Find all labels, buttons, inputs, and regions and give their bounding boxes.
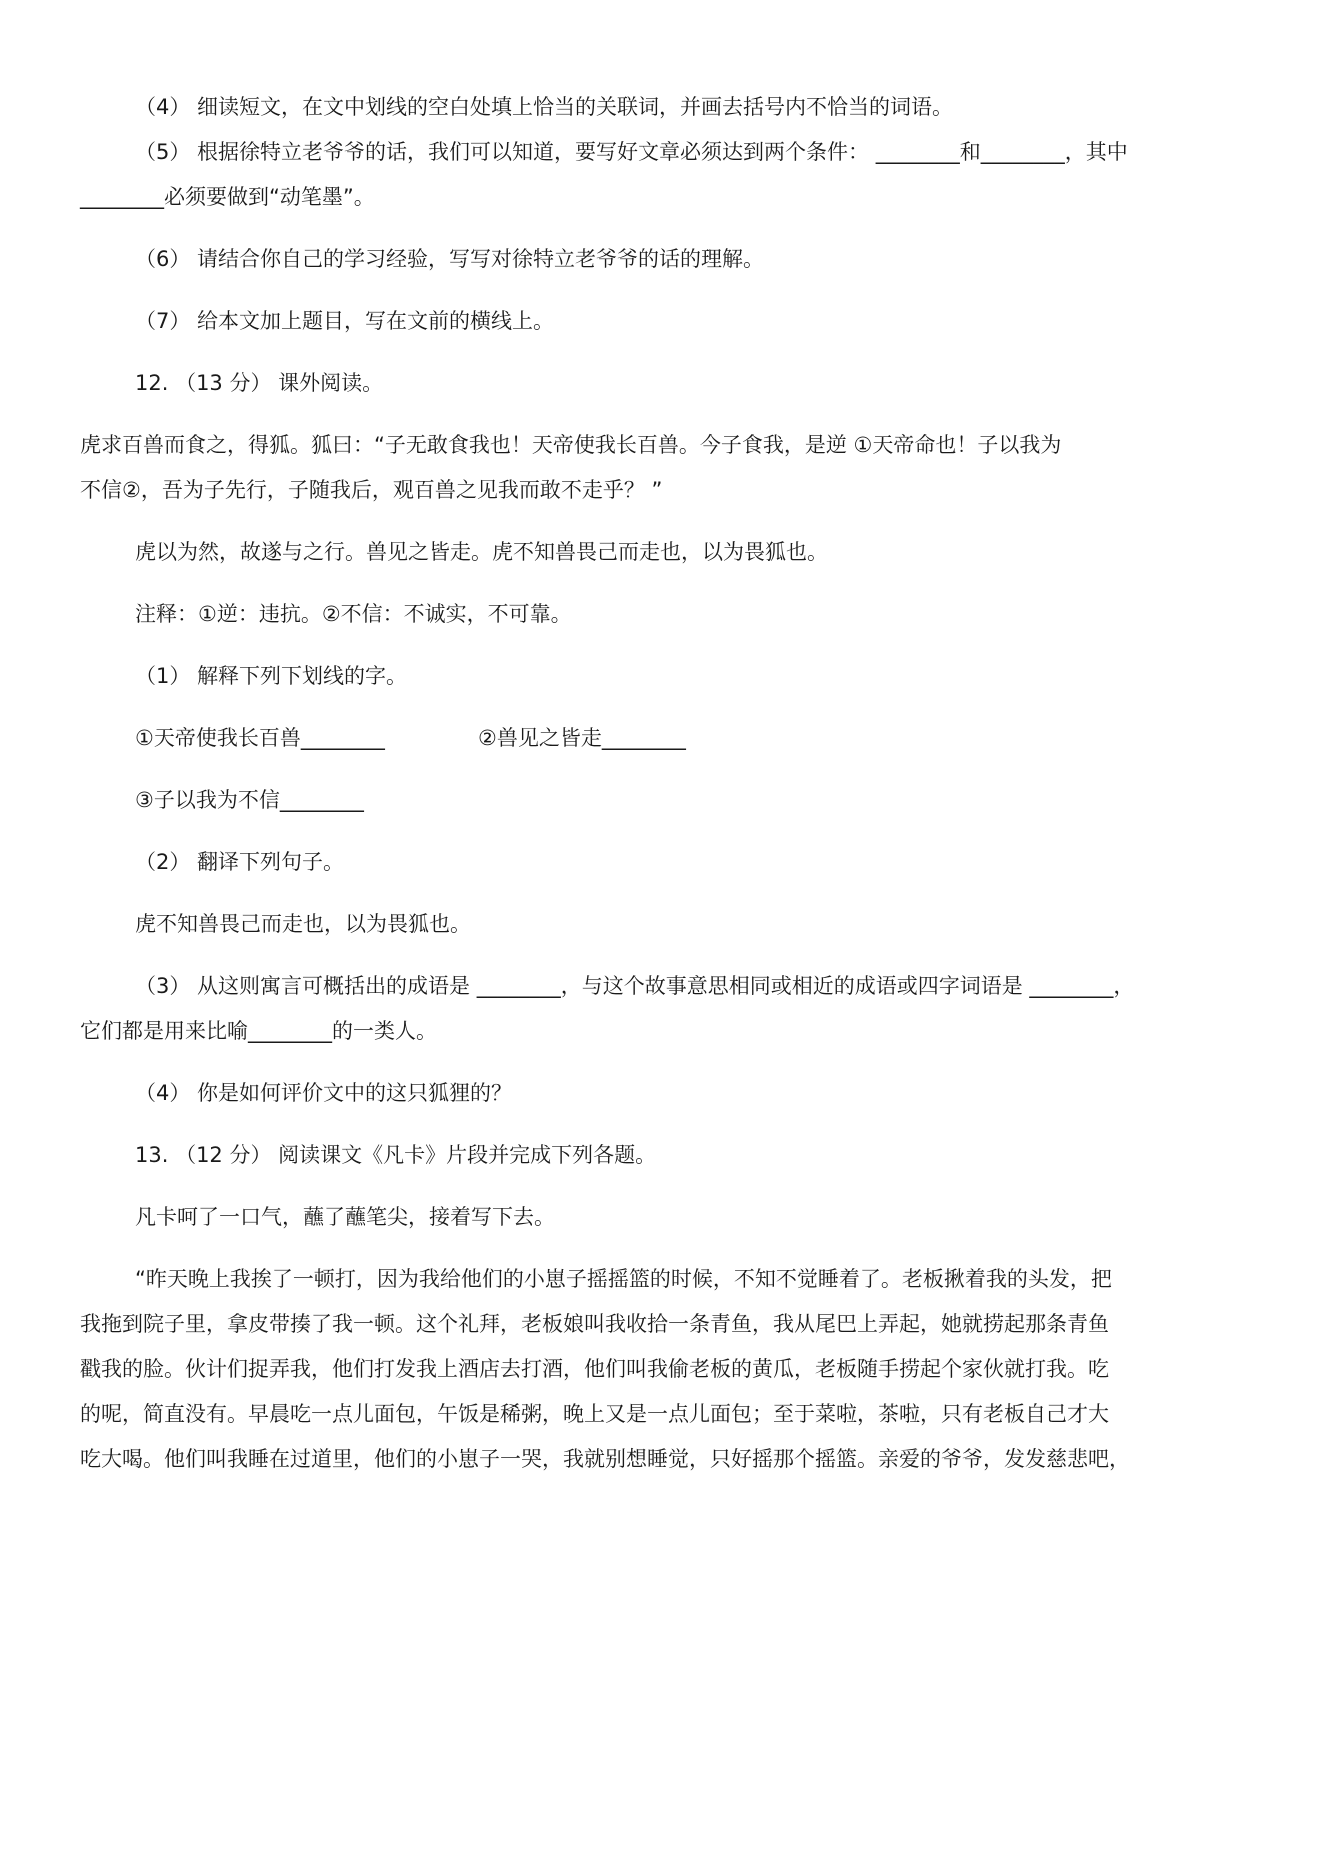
q11-sub5-line1: （5） 根据徐特立老爷爷的话，我们可以知道，要写好文章必须达到两个条件： ________和________，其中 bbox=[135, 140, 1128, 164]
q12-passage-line2: 不信②，吾为子先行，子随我后，观百兽之见我而敢不走乎？ ” bbox=[80, 478, 663, 502]
q12-sub1-item3: ③子以我为不信________ bbox=[135, 788, 364, 812]
q12-sub1-item1: ①天帝使我长百兽________ bbox=[135, 726, 385, 750]
q12-sub1-item2: ②兽见之皆走________ bbox=[478, 726, 686, 750]
q13-passage-line6: 吃大喝。他们叫我睡在过道里，他们的小崽子一哭，我就别想睡觉，只好摇那个摇篮。亲爱的爷爷，发发慈悲吧， bbox=[80, 1447, 1130, 1471]
q13-passage-line2: “昨天晚上我挨了一顿打，因为我给他们的小崽子摇摇篮的时候，不知不觉睡着了。老板揪着我的头发，把 bbox=[135, 1267, 1112, 1291]
q12-passage-line3: 虎以为然，故遂与之行。兽见之皆走。虎不知兽畏己而走也，以为畏狐也。 bbox=[135, 540, 828, 564]
q11-sub6: （6） 请结合你自己的学习经验，写写对徐特立老爷爷的话的理解。 bbox=[135, 247, 765, 271]
q13-passage-line3: 我拖到院子里，拿皮带揍了我一顿。这个礼拜，老板娘叫我收拾一条青鱼，我从尾巴上弄起，她就捞起那条青鱼 bbox=[80, 1312, 1109, 1336]
q12-sub2: （2） 翻译下列句子。 bbox=[135, 850, 345, 874]
q13-passage-line4: 戳我的脸。伙计们捉弄我，他们打发我上酒店去打酒，他们叫我偷老板的黄瓜，老板随手捞起个家伙就打我。吃 bbox=[80, 1357, 1109, 1381]
q12-sub3-line1: （3） 从这则寓言可概括出的成语是 ________，与这个故事意思相同或相近的成语或四字词语是 ________， bbox=[135, 974, 1135, 998]
q12-sub4: （4） 你是如何评价文中的这只狐狸的？ bbox=[135, 1081, 513, 1105]
q12-sub2-sentence: 虎不知兽畏己而走也，以为畏狐也。 bbox=[135, 912, 471, 936]
question-12-heading: 12. （13 分） 课外阅读。 bbox=[135, 371, 384, 395]
q12-passage-line1: 虎求百兽而食之，得狐。狐曰：“子无敢食我也！天帝使我长百兽。今子食我，是逆 ①天帝命也！子以我为 bbox=[80, 433, 1062, 457]
q12-sub3-line2: 它们都是用来比喻________的一类人。 bbox=[80, 1019, 437, 1043]
question-13-heading: 13. （12 分） 阅读课文《凡卡》片段并完成下列各题。 bbox=[135, 1143, 657, 1167]
q11-sub7: （7） 给本文加上题目，写在文前的横线上。 bbox=[135, 309, 555, 333]
q11-sub4: （4） 细读短文，在文中划线的空白处填上恰当的关联词，并画去括号内不恰当的词语。 bbox=[135, 95, 954, 119]
q12-sub1: （1） 解释下列下划线的字。 bbox=[135, 664, 408, 688]
q13-passage-line5: 的呢，简直没有。早晨吃一点儿面包，午饭是稀粥，晚上又是一点儿面包；至于菜啦，茶啦，只有老板自己才大 bbox=[80, 1402, 1109, 1426]
q11-sub5-line2: ________必须要做到“动笔墨”。 bbox=[80, 185, 375, 209]
q13-passage-line1: 凡卡呵了一口气，蘸了蘸笔尖，接着写下去。 bbox=[135, 1205, 555, 1229]
q12-notes: 注释：①逆：违抗。②不信：不诚实，不可靠。 bbox=[135, 602, 572, 626]
